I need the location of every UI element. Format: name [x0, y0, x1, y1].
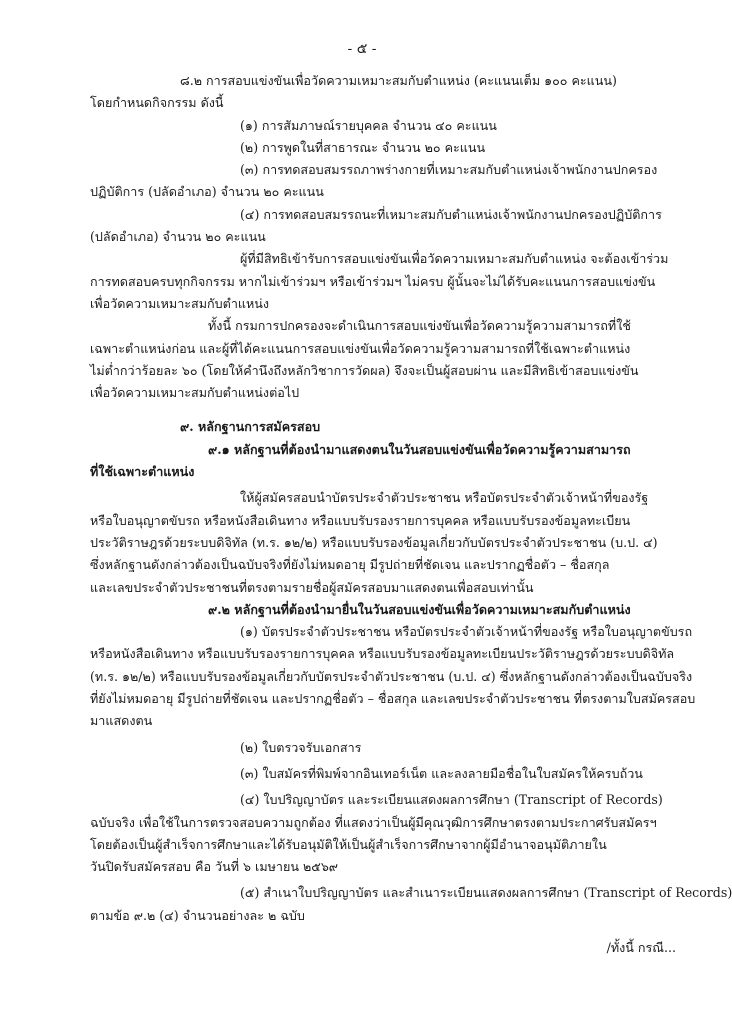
list-item-continuation: วันปิดรับสมัครสอบ คือ วันที่ ๖ เมษายน ๒๕๖๙: [90, 859, 339, 875]
page-number: - ๕ -: [347, 41, 377, 57]
list-item: (๔) ใบปริญญาบัตร และระเบียนแสดงผลการศึกษา (Transcript of Records): [240, 792, 663, 808]
list-item: (๑) การสัมภาษณ์รายบุคคล จำนวน ๔๐ คะแนน: [240, 117, 497, 133]
section-9-1-heading-continuation: ที่ใช้เฉพาะตำแหน่ง: [90, 464, 195, 480]
list-item: (๓) ใบสมัครที่พิมพ์จากอินเทอร์เน็ต และลงลายมือชื่อในใบสมัครให้ครบถ้วน: [240, 765, 643, 781]
section-9-heading: ๙. หลักฐานการสมัครสอบ: [180, 419, 321, 435]
section-9-2-heading: ๙.๒ หลักฐานที่ต้องนำมายื่นในวันสอบแข่งขันเพื่อวัดความเหมาะสมกับตำแหน่ง: [208, 601, 631, 617]
list-item: (๔) การทดสอบสมรรถนะที่เหมาะสมกับตำแหน่งเจ้าพนักงานปกครองปฏิบัติการ: [240, 206, 662, 222]
paragraph-line: หรือใบอนุญาตขับรถ หรือหนังสือเดินทาง หรือแบบรับรองรายการบุคคล หรือแบบรับรองข้อมูลทะเบียน: [90, 512, 631, 528]
paragraph-line: ซึ่งหลักฐานดังกล่าวต้องเป็นฉบับจริงที่ยังไม่หมดอายุ มีรูปถ่ายที่ชัดเจน และปรากฏชื่อตัว – ชื่อสกุล: [90, 557, 610, 573]
paragraph-line: ให้ผู้สมัครสอบนำบัตรประจำตัวประชาชน หรือบัตรประจำตัวเจ้าหน้าที่ของรัฐ: [240, 490, 649, 506]
list-item-continuation: (ท.ร. ๑๒/๒) หรือแบบรับรองข้อมูลเกี่ยวกับบัตรประจำตัวประชาชน (บ.ป. ๔) ซึ่งหลักฐานดังกล่าวต้องเป็นฉบับจริง: [90, 668, 693, 684]
continuation-note: /ทั้งนี้ กรณี...: [606, 940, 676, 955]
paragraph-line: ประวัติราษฎรด้วยระบบดิจิทัล (ท.ร. ๑๒/๒) หรือแบบรับรองข้อมูลเกี่ยวกับบัตรประจำตัวประชาชน (บ.ป. ๔): [90, 534, 658, 550]
document-body: [90, 70, 732, 927]
list-item-continuation: (ปลัดอำเภอ) จำนวน ๒๐ คะแนน: [90, 229, 266, 245]
list-item-continuation: ฉบับจริง เพื่อใช้ในการตรวจสอบความถูกต้อง ที่แสดงว่าเป็นผู้มีคุณวุฒิการศึกษาตรงตามประกาศรับสมัครฯ: [90, 814, 657, 830]
list-item: (๑) บัตรประจำตัวประชาชน หรือบัตรประจำตัวเจ้าหน้าที่ของรัฐ หรือใบอนุญาตขับรถ: [240, 624, 693, 640]
paragraph-line: เพื่อวัดความเหมาะสมกับตำแหน่ง: [90, 295, 270, 311]
section-9-1-heading: ๙.๑ หลักฐานที่ต้องนำมาแสดงตนในวันสอบแข่งขันเพื่อวัดความรู้ความสามารถ: [208, 441, 631, 457]
section-8-2-title: ๘.๒ การสอบแข่งขันเพื่อวัดความเหมาะสมกับตำแหน่ง (คะแนนเต็ม ๑๐๐ คะแนน): [180, 73, 617, 88]
list-item: (๓) การทดสอบสมรรถภาพร่างกายที่เหมาะสมกับตำแหน่งเจ้าพนักงานปกครอง: [240, 162, 658, 178]
list-item-continuation: มาแสดงตน: [90, 713, 153, 729]
list-item: (๒) การพูดในที่สาธารณะ จำนวน ๒๐ คะแนน: [240, 139, 486, 155]
paragraph-line: ทั้งนี้ กรมการปกครองจะดำเนินการสอบแข่งขันเพื่อวัดความรู้ความสามารถที่ใช้: [208, 318, 631, 334]
list-item-continuation: หรือหนังสือเดินทาง หรือแบบรับรองรายการบุคคล หรือแบบรับรองข้อมูลทะเบียนประวัติราษฎรด้วยระบบดิจิทัล: [90, 646, 675, 662]
list-item-continuation: โดยต้องเป็นผู้สำเร็จการศึกษาและได้รับอนุมัติให้เป็นผู้สำเร็จการศึกษาจากผู้มีอำนาจอนุมัติภายใน: [90, 836, 607, 852]
paragraph-line: เฉพาะตำแหน่งก่อน และผู้ที่ได้คะแนนการสอบแข่งขันเพื่อวัดความรู้ความสามารถที่ใช้เฉพาะตำแหน่ง: [90, 340, 631, 356]
list-item-continuation: ที่ยังไม่หมดอายุ มีรูปถ่ายที่ชัดเจน และปรากฏชื่อตัว – ชื่อสกุล และเลขประจำตัวประชาชน ที่ตรงตามใบสมัครสอบ: [90, 691, 696, 707]
list-item: (๒) ใบตรวจรับเอกสาร: [240, 739, 362, 755]
paragraph-line: ผู้ที่มีสิทธิเข้ารับการสอบแข่งขันเพื่อวัดความเหมาะสมกับตำแหน่ง จะต้องเข้าร่วม: [240, 251, 669, 267]
paragraph-line: เพื่อวัดความเหมาะสมกับตำแหน่งต่อไป: [90, 385, 300, 401]
paragraph-line: การทดสอบครบทุกกิจกรรม หากไม่เข้าร่วมฯ หรือเข้าร่วมฯ ไม่ครบ ผู้นั้นจะไม่ได้รับคะแนนการสอบแข่งขัน: [90, 273, 656, 289]
list-item-continuation: ตามข้อ ๙.๒ (๔) จำนวนอย่างละ ๒ ฉบับ: [90, 907, 305, 923]
list-item: (๕) สำเนาใบปริญญาบัตร และสำเนาระเบียนแสดงผลการศึกษา (Transcript of Records): [240, 885, 732, 901]
paragraph-line: และเลขประจำตัวประชาชนที่ตรงตามรายชื่อผู้สมัครสอบมาแสดงตนเพื่อสอบเท่านั้น: [90, 579, 534, 595]
paragraph-line: ไม่ต่ำกว่าร้อยละ ๖๐ (โดยให้คำนึงถึงหลักวิชาการวัดผล) จึงจะเป็นผู้สอบผ่าน และมีสิทธิเข้าสอบแข่งขัน: [90, 362, 639, 378]
section-8-2-subtitle: โดยกำหนดกิจกรรม ดังนี้: [90, 95, 224, 111]
list-item-continuation: ปฏิบัติการ (ปลัดอำเภอ) จำนวน ๒๐ คะแนน: [90, 184, 324, 200]
